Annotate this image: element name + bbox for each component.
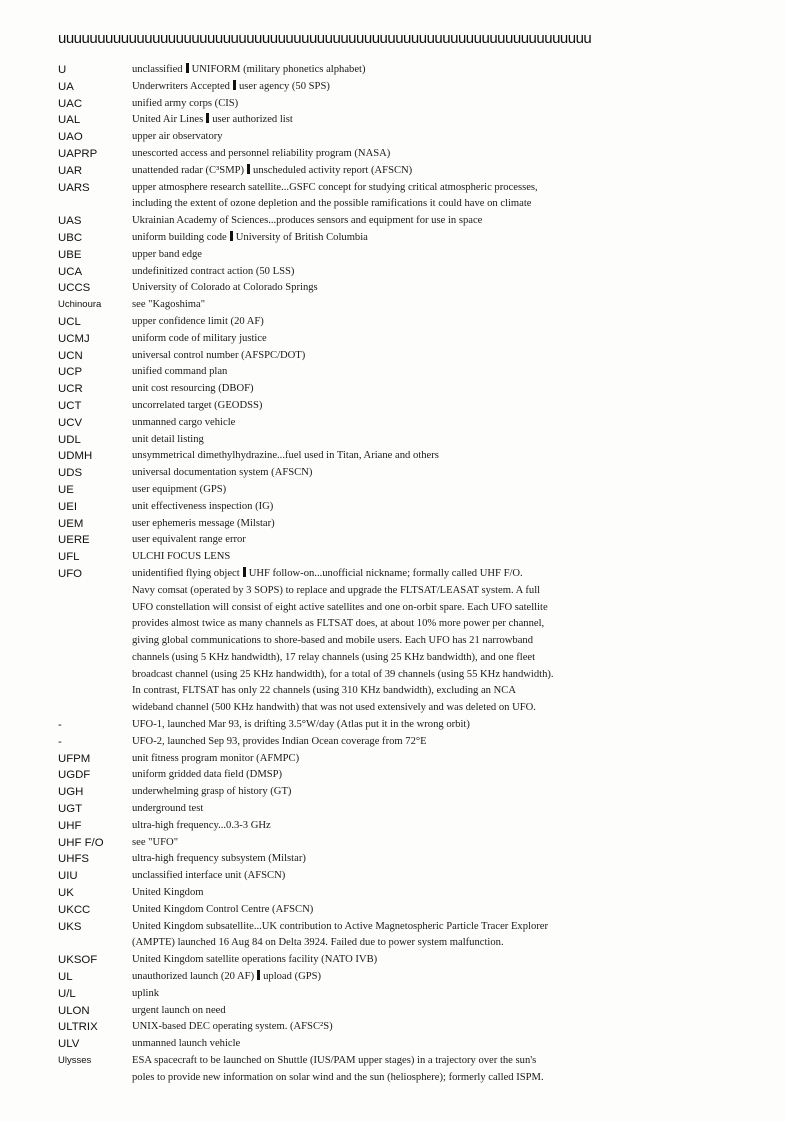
glossary-entry [58,1036,758,1053]
entry-term: UDL [58,433,81,446]
separator-bar-icon [247,164,250,174]
entry-definition [132,314,758,331]
definition-text: (AMPTE) launched 16 Aug 84 on Delta 3924. Failed due to power system malfunction. [132,937,504,949]
entry-term: UCV [58,416,83,429]
definition-line [132,952,758,969]
entry-term: UGH [58,786,84,799]
definition-text: United Kingdom [132,887,204,899]
definition-line [132,667,758,684]
entry-term: UE [58,483,74,496]
entry-definition [132,364,758,381]
definition-text: United Kingdom subsatellite...UK contribution to Active Magnetospheric Particle Tracer Explorer [132,920,549,932]
definition-line [132,600,758,617]
definition-line [132,616,758,633]
glossary-entry [58,1053,758,1087]
glossary-entry [58,163,758,180]
entry-term: UGT [58,803,83,816]
entry-term: UFPM [58,752,91,765]
glossary-entry [58,902,758,919]
glossary-entry [58,146,758,163]
definition-text: upper confidence limit (20 AF) [132,315,264,327]
definition-line [132,348,758,365]
definition-line [132,650,758,667]
definition-line [132,549,758,566]
definition-line [132,196,758,213]
definition-line [132,818,758,835]
glossary-entry [58,129,758,146]
entry-definition [132,280,758,297]
definition-text: UHF follow-on...unofficial nickname; formally called UHF F/O. [248,567,523,579]
definition-text: UFO-2, launched Sep 93, provides Indian Ocean coverage from 72°E [132,735,427,747]
entry-term: UFO [58,567,83,580]
entry-definition [132,532,758,549]
definition-text: unit cost resourcing (DBOF) [132,383,254,395]
entry-definition [132,566,758,717]
definition-line [132,532,758,549]
entry-term: UHF [58,819,82,832]
definition-line [132,683,758,700]
glossary-entries [58,62,758,1087]
glossary-entry [58,79,758,96]
entry-definition [132,264,758,281]
entry-term: UKS [58,920,82,933]
separator-bar-icon [243,567,246,577]
entry-definition [132,163,758,180]
glossary-entry [58,717,758,734]
entry-term: UHF F/O [58,836,104,849]
entry-term: UARS [58,181,90,194]
entry-definition [132,230,758,247]
definition-text: undefinitized contract action (50 LSS) [132,265,295,277]
separator-bar-icon [257,970,260,980]
entry-definition [132,129,758,146]
entry-definition [132,415,758,432]
entry-definition [132,885,758,902]
glossary-entry [58,549,758,566]
glossary-entry [58,499,758,516]
glossary-entry [58,314,758,331]
definition-line [132,146,758,163]
entry-definition [132,432,758,449]
definition-line [132,767,758,784]
definition-text: unescorted access and personnel reliability program (NASA) [132,147,391,159]
definition-text: wideband channel (500 KHz handwith) that was not used extensively and was deleted on UFO. [132,702,536,714]
definition-text: user agency (50 SPS) [238,80,330,92]
definition-text: provides almost twice as many channels as FLTSAT does, at about 10% more power per channel, [132,618,545,630]
entry-definition [132,1019,758,1036]
definition-line [132,448,758,465]
glossary-entry [58,213,758,230]
entry-term: UCMJ [58,332,90,345]
entry-definition [132,851,758,868]
definition-text: United Kingdom satellite operations facility (NATO IVB) [132,954,378,966]
definition-text: unidentified flying object [132,567,240,579]
definition-line [132,700,758,717]
entry-definition [132,1053,758,1087]
entry-term: - [58,735,62,748]
definition-text: United Air Lines [132,114,204,126]
definition-text: unclassified interface unit (AFSCN) [132,870,286,882]
definition-line [132,885,758,902]
entry-term: UKCC [58,903,91,916]
definition-line [132,280,758,297]
definition-text: unsymmetrical dimethylhydrazine...fuel used in Titan, Ariane and others [132,450,439,462]
definition-text: giving global communications to shore-based and mobile users. Each UFO has 21 narrowband [132,635,534,647]
glossary-entry [58,532,758,549]
entry-term: UCA [58,265,83,278]
separator-bar-icon [186,63,189,73]
glossary-entry [58,851,758,868]
entry-definition [132,549,758,566]
definition-text: user authorized list [212,114,293,126]
definition-text: user ephemeris message (Milstar) [132,517,275,529]
definition-text: unified command plan [132,366,228,378]
entry-term: UERE [58,534,90,547]
entry-definition [132,952,758,969]
definition-text: ultra-high frequency...0.3-3 GHz [132,819,271,831]
glossary-entry [58,1019,758,1036]
definition-text: ESA spacecraft to be launched on Shuttle (IUS/PAM upper stages) in a trajectory over the sun's [132,1055,537,1067]
definition-line [132,180,758,197]
definition-line [132,499,758,516]
entry-definition [132,919,758,953]
definition-line [132,751,758,768]
entry-term: ULTRIX [58,1021,98,1034]
glossary-entry [58,348,758,365]
glossary-entry [58,465,758,482]
entry-term: U [58,64,67,76]
definition-line [132,314,758,331]
definition-line [132,1036,758,1053]
definition-text: uniform building code [132,231,227,243]
entry-definition [132,734,758,751]
definition-line [132,213,758,230]
definition-text: United Kingdom Control Centre (AFSCN) [132,903,314,915]
definition-line [132,583,758,600]
definition-line [132,398,758,415]
entry-term: UAR [58,164,83,177]
definition-line [132,1003,758,1020]
entry-definition [132,465,758,482]
glossary-entry [58,986,758,1003]
glossary-entry [58,801,758,818]
definition-line [132,264,758,281]
entry-definition [132,348,758,365]
definition-line [132,96,758,113]
definition-text: unattended radar (C³SMP) [132,164,245,176]
definition-text: upper atmosphere research satellite...GSFC concept for studying critical atmospheric processes, [132,181,538,193]
definition-text: universal control number (AFSPC/DOT) [132,349,306,361]
glossary-entry [58,868,758,885]
definition-line [132,1053,758,1070]
definition-line [132,969,758,986]
definition-text: unit fitness program monitor (AFMPC) [132,752,300,764]
definition-text: University of British Columbia [235,231,368,243]
entry-definition [132,448,758,465]
glossary-entry [58,297,758,314]
glossary-entry [58,919,758,953]
definition-line [132,717,758,734]
definition-line [132,465,758,482]
entry-term: UEM [58,517,84,530]
definition-line [132,297,758,314]
entry-definition [132,499,758,516]
entry-term: UA [58,80,74,93]
definition-text: unclassified [132,64,183,75]
entry-term: UEI [58,500,77,513]
definition-line [132,902,758,919]
glossary-entry [58,180,758,214]
glossary-entry [58,247,758,264]
glossary-entry [58,264,758,281]
entry-definition [132,62,758,79]
entry-definition [132,96,758,113]
glossary-entry [58,784,758,801]
glossary-entry [58,112,758,129]
definition-text: channels (using 5 KHz handwidth), 17 relay channels (using 25 KHz bandwidth), and one fleet [132,651,536,663]
definition-text: poles to provide new information on solar wind and the sun (heliosphere); formerly called ISPM. [132,1071,544,1083]
entry-term: UHFS [58,853,90,866]
glossary-entry [58,280,758,297]
definition-text: see "UFO" [132,836,179,848]
definition-text: UFO-1, launched Mar 93, is drifting 3.5°W/day (Atlas put it in the wrong orbit) [132,719,470,731]
glossary-entry [58,835,758,852]
definition-line [132,432,758,449]
definition-text: unit detail listing [132,433,204,445]
glossary-entry [58,767,758,784]
definition-line [132,516,758,533]
entry-term: UAS [58,215,82,228]
definition-text: unauthorized launch (20 AF) [132,971,255,983]
glossary-entry [58,448,758,465]
entry-term: UGDF [58,769,91,782]
glossary-entry [58,566,758,717]
separator-bar-icon [206,113,209,123]
glossary-entry [58,734,758,751]
glossary-entry [58,96,758,113]
definition-line [132,835,758,852]
definition-text: UNIFORM (military phonetics alphabet) [191,64,366,75]
definition-line [132,633,758,650]
definition-line [132,1070,758,1087]
entry-term: ULON [58,1004,90,1017]
definition-text: UNIX-based DEC operating system. (AFSC²S) [132,1021,333,1033]
entry-definition [132,767,758,784]
glossary-entry [58,62,758,79]
glossary-entry [58,381,758,398]
entry-term: Ulysses [58,1055,92,1067]
entry-term: UBC [58,231,83,244]
entry-term: UKSOF [58,954,98,967]
entry-definition [132,986,758,1003]
entry-definition [132,1036,758,1053]
entry-definition [132,180,758,214]
definition-line [132,935,758,952]
definition-line [132,784,758,801]
entry-term: UK [58,887,74,900]
definition-line [132,112,758,129]
entry-definition [132,79,758,96]
definition-line [132,868,758,885]
entry-term: UIU [58,870,78,883]
glossary-entry [58,1003,758,1020]
entry-definition [132,381,758,398]
definition-text: unscheduled activity report (AFSCN) [253,164,413,176]
separator-bar-icon [233,80,236,90]
definition-line [132,482,758,499]
entry-term: UL [58,971,73,984]
entry-definition [132,835,758,852]
definition-line [132,851,758,868]
definition-text: ultra-high frequency subsystem (Milstar) [132,853,306,865]
definition-text: uplink [132,987,160,999]
entry-term: UCP [58,366,83,379]
entry-term: Uchinoura [58,299,102,311]
definition-line [132,415,758,432]
definition-text: unit effectiveness inspection (IG) [132,500,274,512]
definition-line [132,247,758,264]
entry-definition [132,146,758,163]
definition-text: underground test [132,803,204,815]
definition-text: upload (GPS) [263,971,322,983]
entry-definition [132,247,758,264]
glossary-entry [58,364,758,381]
entry-definition [132,112,758,129]
definition-text: University of Colorado at Colorado Springs [132,282,318,294]
definition-line [132,734,758,751]
definition-line [132,919,758,936]
definition-text: broadcast channel (using 25 KHz handwidth), for a total of 39 channels (using 55 KHz handwidth). [132,668,554,680]
entry-definition [132,297,758,314]
definition-text: Navy comsat (operated by 3 SOPS) to replace and upgrade the FLTSAT/LEASAT system. A full [132,584,541,596]
definition-text: upper air observatory [132,131,223,143]
definition-line [132,364,758,381]
definition-text: UFO constellation will consist of eight active satellites and one on-orbit spare. Each UFO satellite [132,601,548,613]
entry-definition [132,969,758,986]
entry-term: U/L [58,987,76,1000]
glossary-entry [58,751,758,768]
definition-text: see "Kagoshima" [132,299,206,311]
entry-definition [132,717,758,734]
entry-term: UAO [58,131,83,144]
glossary-entry [58,952,758,969]
glossary-entry [58,885,758,902]
definition-text: unified army corps (CIS) [132,97,239,109]
glossary-entry [58,432,758,449]
definition-text: universal documentation system (AFSCN) [132,467,313,479]
entry-definition [132,1003,758,1020]
entry-definition [132,516,758,533]
definition-text: user equivalent range error [132,534,246,546]
page-header: uuuuuuuuuuuuuuuuuuuuuuuuuuuuuuuuuuuuuuuuuuuuuuuuuuuuuuuuuuuuuuuuuuuu [58,30,592,47]
definition-text: uniform gridded data field (DMSP) [132,769,283,781]
definition-line [132,801,758,818]
entry-definition [132,751,758,768]
entry-definition [132,213,758,230]
entry-definition [132,482,758,499]
definition-line [132,566,758,583]
entry-definition [132,398,758,415]
definition-line [132,230,758,247]
definition-text: underwhelming grasp of history (GT) [132,786,292,798]
definition-text: ULCHI FOCUS LENS [132,551,231,563]
entry-definition [132,784,758,801]
entry-term: UCR [58,383,83,396]
definition-line [132,986,758,1003]
definition-text: urgent launch on need [132,1004,226,1016]
entry-definition [132,801,758,818]
entry-term: UFL [58,551,80,564]
glossary-entry [58,398,758,415]
definition-text: upper band edge [132,248,203,260]
separator-bar-icon [230,231,233,241]
definition-text: including the extent of ozone depletion and the possible ramifications it could have on climate [132,198,532,210]
definition-line [132,129,758,146]
entry-term: UCT [58,399,82,412]
entry-term: UCCS [58,282,91,295]
definition-text: Ukrainian Academy of Sciences...produces sensors and equipment for use in space [132,215,483,227]
entry-definition [132,902,758,919]
definition-line [132,79,758,96]
entry-term: UCN [58,349,83,362]
definition-text: unmanned launch vehicle [132,1038,241,1050]
definition-line [132,381,758,398]
entry-term: UDS [58,467,83,480]
entry-term: - [58,719,62,732]
glossary-entry [58,969,758,986]
definition-text: In contrast, FLTSAT has only 22 channels (using 310 KHz bandwidth), excluding an NCA [132,685,516,697]
glossary-entry [58,331,758,348]
entry-term: UCL [58,315,81,328]
definition-text: uniform code of military justice [132,332,267,344]
definition-line [132,331,758,348]
glossary-entry [58,818,758,835]
definition-line [132,163,758,180]
entry-term: ULV [58,1038,80,1051]
entry-term: UAPRP [58,147,98,160]
entry-definition [132,868,758,885]
entry-term: UAC [58,97,83,110]
definition-text: uncorrelated target (GEODSS) [132,399,263,411]
definition-text: user equipment (GPS) [132,483,227,495]
entry-definition [132,331,758,348]
entry-term: UDMH [58,450,93,463]
entry-term: UBE [58,248,82,261]
definition-line [132,1019,758,1036]
definition-text: Underwriters Accepted [132,80,230,92]
definition-text: unmanned cargo vehicle [132,416,236,428]
glossary-entry [58,415,758,432]
glossary-entry [58,516,758,533]
entry-definition [132,818,758,835]
glossary-entry [58,482,758,499]
entry-term: UAL [58,114,81,127]
glossary-entry [58,230,758,247]
definition-line [132,62,758,79]
